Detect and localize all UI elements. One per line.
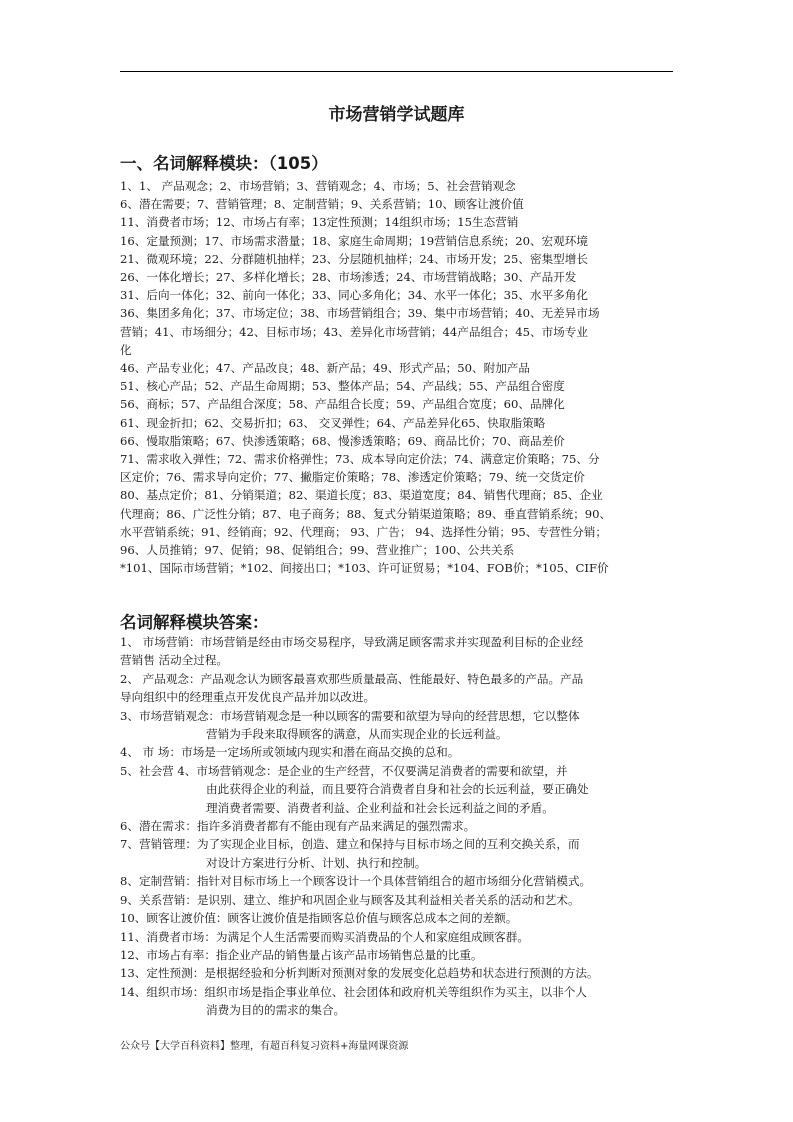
term-line: 1、1、 产品观念；2、市场营销；3、营销观念；4、市场；5、社会营销观念 [120, 179, 516, 193]
term-line: 51、核心产品；52、产品生命周期；53、整体产品；54、产品线；55、产品组合密度 [120, 379, 565, 394]
header-rule [120, 71, 673, 72]
term-line: 80、基点定价；81、分销渠道；82、渠道长度；83、渠道宽度；84、销售代理商；85、企业 [120, 488, 603, 503]
term-line: 31、后向一体化；32、前向一体化；33、同心多角化；34、水平一体化；35、水平多角化 [120, 288, 588, 303]
answer-line: 7、营销管理：为了实现企业目标，创造、建立和保持与目标市场之间的互利交换关系，而 [120, 837, 580, 852]
answer-line: 10、顾客让渡价值：顾客让渡价值是指顾客总价值与顾客总成本之间的差额。 [120, 911, 518, 926]
answer-line: 12、市场占有率：指企业产品的销售量占该产品市场销售总量的比重。 [120, 947, 483, 962]
answer-line: 8、定制营销：指针对目标市场上一个顾客设计一个具体营销组合的超市场细分化营销模式。 [120, 874, 592, 889]
term-line: *101、国际市场营销；*102、间接出口；*103、许可证贸易；*104、FOB价；*105、CIF价 [120, 561, 609, 576]
term-line: 6、潜在需要；7、营销管理；8、定制营销；9、关系营销；10、顾客让渡价值 [120, 197, 524, 212]
term-line: 区定价；76、需求导向定价；77、撇脂定价策略；78、渗透定价策略；79、统一交货定价 [120, 470, 585, 485]
term-line: 11、消费者市场；12、市场占有率；13定性预测；14组织市场；15生态营销 [120, 215, 519, 230]
answer-line: 营销为手段来取得顾客的满意，从而实现企业的长远利益。 [206, 727, 508, 742]
term-line: 71、需求收入弹性；72、需求价格弹性；73、成本导向定价法；74、满意定价策略；75、分 [120, 452, 600, 467]
terms-list [120, 177, 676, 577]
term-line: 21、微观环境；22、分群随机抽样；23、分层随机抽样；24、市场开发；25、密集型增长 [120, 251, 588, 266]
term-line: 营销；41、市场细分；42、目标市场；43、差异化市场营销；44产品组合；45、市场专业 [120, 324, 588, 339]
term-line: 代理商；86、广泛性分销；87、电子商务；88、复式分销渠道策略；89、垂直营销系统；90、 [120, 506, 612, 521]
answer-line: 6、潜在需求：指许多消费者都有不能由现有产品来满足的强烈需求。 [120, 819, 476, 834]
answer-line: 理消费者需要、消费者利益、企业利益和社会长远利益之间的矛盾。 [206, 800, 554, 815]
answer-line: 14、组织市场：组织市场是指企事业单位、社会团体和政府机关等组织作为买主，以非个人 [120, 984, 587, 999]
term-line: 水平营销系统；91、经销商；92、代理商； 93、广告； 94、选择性分销；95、专营性分销； [120, 524, 607, 539]
term-line: 96、人员推销；97、促销；98、促销组合；99、营业推广；100、公共关系 [120, 543, 515, 558]
answer-line: 11、消费者市场：为满足个人生活需要而购买消费品的个人和家庭组成顾客群。 [120, 929, 529, 944]
answer-line: 9、关系营销：是识别、建立、维护和巩固企业与顾客及其利益相关者关系的活动和艺术。 [120, 892, 580, 907]
section-heading-terms: 一、名词解释模块：（105） [120, 154, 328, 173]
term-line: 16、定量预测；17、市场需求潜量；18、家庭生命周期；19营销信息系统；20、宏观环境 [120, 233, 588, 248]
section-heading-answers: 名词解释模块答案： [120, 613, 269, 632]
answer-line: 营销售 活动全过程。 [120, 653, 229, 668]
answer-line: 4、 市 场：市场是一定场所或领域内现实和潜在商品交换的总和。 [120, 745, 460, 760]
term-line: 化 [120, 342, 132, 357]
term-line: 26、一体化增长；27、多样化增长；28、市场渗透；24、市场营销战略；30、产品开发 [120, 270, 577, 285]
term-line: 56、商标；57、产品组合深度；58、产品组合长度；59、产品组合宽度；60、品牌化 [120, 397, 565, 412]
answer-line: 导向组织中的经理重点开发优良产品并加以改进。 [120, 690, 376, 705]
page-title: 市场营销学试题库 [328, 105, 465, 125]
answer-line: 1、 市场营销：市场营销是经由市场交易程序，导致满足顾客需求并实现盈利目标的企业经 [120, 635, 584, 649]
answer-line: 2、 产品观念：产品观念认为顾客最喜欢那些质量最高、性能最好、特色最多的产品。产品 [120, 671, 584, 686]
answer-line: 由此获得企业的利益，而且要符合消费者自身和社会的长远利益，要正确处 [206, 782, 589, 797]
answers-list [120, 633, 676, 1020]
answer-line: 3、市场营销观念：市场营销观念是一种以顾客的需要和欲望为导向的经营思想，它以整体 [120, 708, 580, 723]
answer-line: 对设计方案进行分析、计划、执行和控制。 [206, 855, 427, 870]
term-line: 46、产品专业化；47、产品改良；48、新产品；49、形式产品；50、附加产品 [120, 361, 530, 376]
answer-line: 5、社会营 4、市场营销观念：是企业的生产经营，不仅要满足消费者的需要和欲望，并 [120, 763, 568, 778]
term-line: 36、集团多角化；37、市场定位；38、市场营销组合；39、集中市场营销；40、无差异市场 [120, 306, 600, 321]
term-line: 66、慢取脂策略；67、快渗透策略；68、慢渗透策略；69、商品比价；70、商品差价 [120, 433, 565, 448]
footer-note: 公众号【大学百科资料】整理，有超百科复习资料+海量网课资源 [120, 1041, 409, 1052]
term-line: 61、现金折扣；62、交易折扣；63、 交叉弹性；64、产品差异化65、快取脂策略 [120, 415, 546, 430]
answer-line: 13、定性预测：是根据经验和分析判断对预测对象的发展变化总趋势和状态进行预测的方法。 [120, 966, 599, 981]
answer-line: 消费为目的的需求的集合。 [206, 1003, 346, 1018]
